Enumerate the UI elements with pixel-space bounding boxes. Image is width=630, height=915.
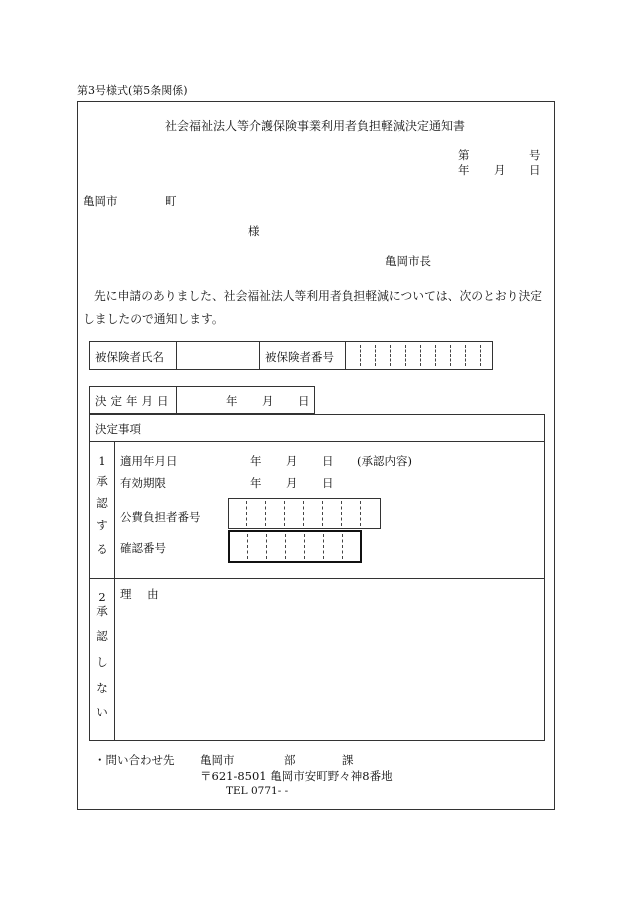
body-text-line2: しましたので通知します。 bbox=[83, 312, 224, 326]
document-title: 社会福祉法人等介護保険事業利用者負担軽減決定通知書 bbox=[165, 119, 466, 133]
decision-date-day[interactable]: 日 bbox=[298, 394, 310, 408]
decision-items-label: 決定事項 bbox=[95, 422, 141, 436]
body-text-line1: 先に申請のありました、社会福祉法人等利用者負担軽減については、次のとおり決定 bbox=[94, 289, 543, 303]
approve-char-2: 認 bbox=[96, 496, 108, 510]
issue-date-day: 日 bbox=[529, 163, 541, 177]
valid-period-month[interactable]: 月 bbox=[286, 476, 298, 490]
insured-number-label: 被保険者番号 bbox=[265, 350, 334, 364]
approve-char-3: す bbox=[96, 518, 108, 532]
payer-number-label: 公費負担者番号 bbox=[120, 510, 201, 524]
apply-date-label: 適用年月日 bbox=[120, 454, 178, 468]
approval-content-label: (承認内容) bbox=[357, 454, 412, 468]
confirm-number-label: 確認番号 bbox=[120, 541, 166, 555]
reject-char-2: 認 bbox=[96, 629, 108, 643]
reject-char-5: い bbox=[96, 705, 108, 719]
addressee-honorific: 様 bbox=[248, 224, 260, 238]
decision-date-year[interactable]: 年 bbox=[226, 394, 238, 408]
approve-char-1: 承 bbox=[96, 474, 108, 488]
contact-city: 亀岡市 bbox=[200, 753, 235, 767]
addressee-city: 亀岡市 bbox=[83, 194, 118, 208]
valid-period-year[interactable]: 年 bbox=[250, 476, 262, 490]
issue-date-month: 月 bbox=[494, 163, 506, 177]
apply-date-day[interactable]: 日 bbox=[322, 454, 334, 468]
reject-number: 2 bbox=[98, 590, 106, 604]
valid-period-day[interactable]: 日 bbox=[322, 476, 334, 490]
doc-number-prefix: 第 bbox=[458, 148, 470, 162]
payer-number-field[interactable] bbox=[228, 498, 381, 529]
reject-char-4: な bbox=[96, 681, 108, 695]
reject-char-3: し bbox=[96, 655, 108, 669]
sender-name: 亀岡市長 bbox=[385, 254, 431, 268]
doc-number-suffix: 号 bbox=[529, 148, 541, 162]
insured-number-field[interactable] bbox=[346, 342, 492, 369]
insured-name-label: 被保険者氏名 bbox=[95, 350, 164, 364]
insured-name-field[interactable] bbox=[177, 342, 259, 369]
valid-period-label: 有効期限 bbox=[120, 476, 166, 490]
reject-char-1: 承 bbox=[96, 604, 108, 618]
issue-date-year: 年 bbox=[458, 163, 470, 177]
contact-address: 〒621-8501 亀岡市安町野々神8番地 bbox=[200, 769, 393, 783]
contact-section: 課 bbox=[342, 753, 354, 767]
contact-tel: TEL 0771- - bbox=[226, 785, 289, 797]
contact-dept: 部 bbox=[284, 753, 296, 767]
form-number: 第3号様式(第5条関係) bbox=[77, 84, 188, 97]
apply-date-month[interactable]: 月 bbox=[286, 454, 298, 468]
addressee-town: 町 bbox=[165, 194, 177, 208]
approve-char-4: る bbox=[96, 542, 108, 556]
decision-date-label: 決定年月日 bbox=[95, 394, 173, 408]
reason-field[interactable] bbox=[115, 602, 543, 739]
contact-label: ・問い合わせ先 bbox=[94, 753, 175, 767]
decision-date-month[interactable]: 月 bbox=[262, 394, 274, 408]
reason-label: 理 由 bbox=[120, 587, 165, 601]
approve-number: 1 bbox=[98, 454, 106, 468]
apply-date-year[interactable]: 年 bbox=[250, 454, 262, 468]
